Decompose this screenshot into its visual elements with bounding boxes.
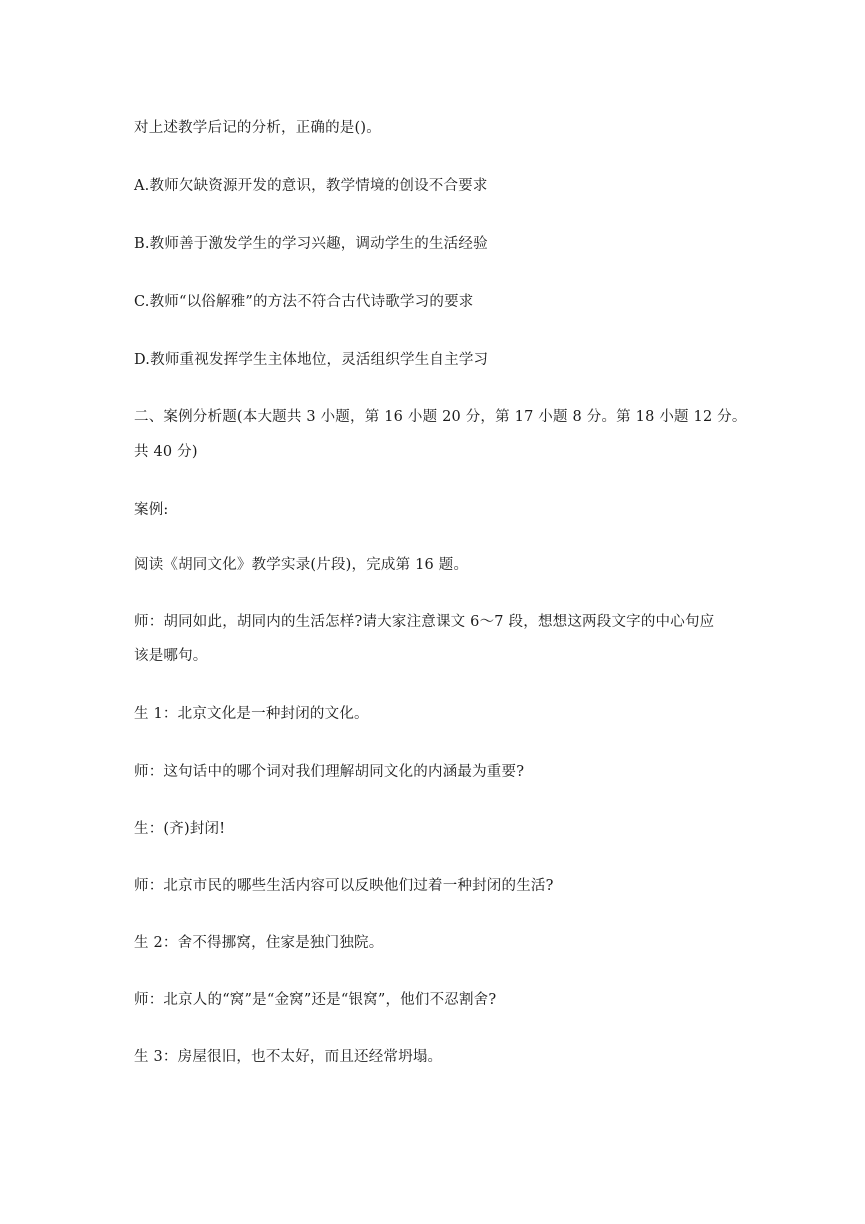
student-2: 生 2：舍不得挪窝，住家是独门独院。 xyxy=(134,935,384,951)
section-heading-line-1: 二、案例分析题(本大题共 3 小题，第 16 小题 20 分，第 17 小题 8 分。第 18 小题 12 分。 xyxy=(134,409,747,425)
teacher-line-1b: 该是哪句。 xyxy=(134,648,208,664)
option-a: A.教师欠缺资源开发的意识，教学情境的创设不合要求 xyxy=(134,178,488,194)
option-b: B.教师善于激发学生的学习兴趣，调动学生的生活经验 xyxy=(134,236,488,252)
teacher-line-2: 师：这句话中的哪个词对我们理解胡同文化的内涵最为重要? xyxy=(134,764,525,780)
option-d: D.教师重视发挥学生主体地位，灵活组织学生自主学习 xyxy=(134,352,489,368)
teacher-line-3: 师：北京市民的哪些生活内容可以反映他们过着一种封闭的生活? xyxy=(134,878,554,894)
section-heading-line-2: 共 40 分) xyxy=(134,444,198,460)
instruction: 阅读《胡同文化》教学实录(片段)，完成第 16 题。 xyxy=(134,557,469,573)
student-3: 生 3：房屋很旧，也不太好，而且还经常坍塌。 xyxy=(134,1049,443,1065)
students-chorus: 生：(齐)封闭! xyxy=(134,821,226,837)
student-1: 生 1：北京文化是一种封闭的文化。 xyxy=(134,706,369,722)
option-c: C.教师“以俗解雅”的方法不符合古代诗歌学习的要求 xyxy=(134,294,474,310)
case-label: 案例: xyxy=(134,502,169,518)
teacher-line-4: 师：北京人的“窝”是“金窝”还是“银窝”，他们不忍割舍? xyxy=(134,992,497,1008)
question-stem: 对上述教学后记的分析，正确的是()。 xyxy=(134,120,381,136)
teacher-line-1a: 师：胡同如此，胡同内的生活怎样?请大家注意课文 6～7 段，想想这两段文字的中心句应 xyxy=(134,614,715,630)
